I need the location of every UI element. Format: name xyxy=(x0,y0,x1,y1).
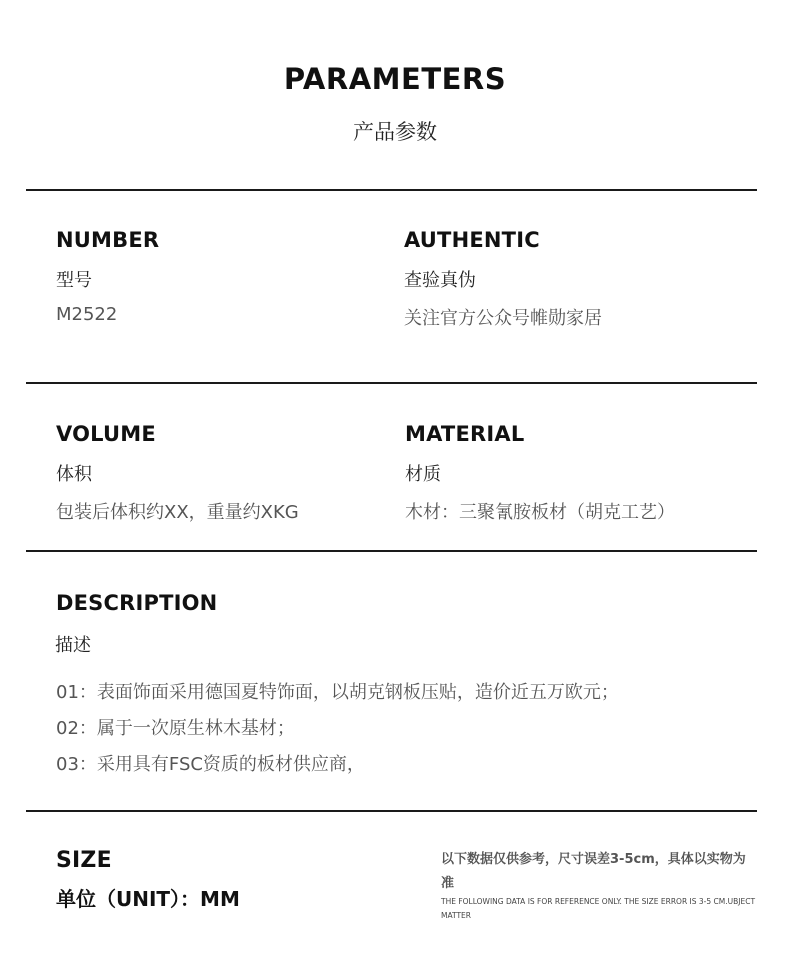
size-note-cn: 以下数据仅供参考，尺寸误差3-5cm，具体以实物为准 xyxy=(441,852,746,891)
description-line: 03：采用具有FSC资质的板材供应商， xyxy=(56,754,365,775)
authentic-value: 关注官方公众号帷勋家居 xyxy=(404,308,602,329)
size-label-en: SIZE xyxy=(56,848,112,873)
divider-3 xyxy=(26,810,757,812)
authentic-label-cn: 查验真伪 xyxy=(404,270,476,291)
material-label-cn: 材质 xyxy=(405,464,441,485)
divider-2 xyxy=(26,550,757,552)
volume-label-en: VOLUME xyxy=(56,422,156,446)
material-value: 木材：三聚氰胺板材（胡克工艺） xyxy=(405,502,675,523)
volume-value: 包装后体积约XX，重量约XKG xyxy=(56,502,299,523)
description-label-en: DESCRIPTION xyxy=(56,591,218,615)
page-title-cn: 产品参数 xyxy=(353,120,437,144)
size-unit: 单位（UNIT）：MM xyxy=(56,887,240,911)
volume-label-cn: 体积 xyxy=(56,464,92,485)
page-title-en: PARAMETERS xyxy=(283,62,507,96)
description-line: 02：属于一次原生林木基材； xyxy=(56,718,295,739)
divider-top xyxy=(26,189,757,191)
description-line: 01：表面饰面采用德国夏特饰面，以胡克钢板压贴，造价近五万欧元； xyxy=(56,682,619,703)
material-label-en: MATERIAL xyxy=(405,422,525,446)
number-label-en: NUMBER xyxy=(56,228,160,252)
number-value: M2522 xyxy=(56,304,118,325)
authentic-label-en: AUTHENTIC xyxy=(404,228,540,252)
number-label-cn: 型号 xyxy=(56,270,92,291)
description-label-cn: 描述 xyxy=(55,635,91,656)
size-note-en: THE FOLLOWING DATA IS FOR REFERENCE ONLY. THE SIZE ERROR IS 3-5 CM.UBJECT MATTER xyxy=(441,897,756,920)
divider-1 xyxy=(26,382,757,384)
